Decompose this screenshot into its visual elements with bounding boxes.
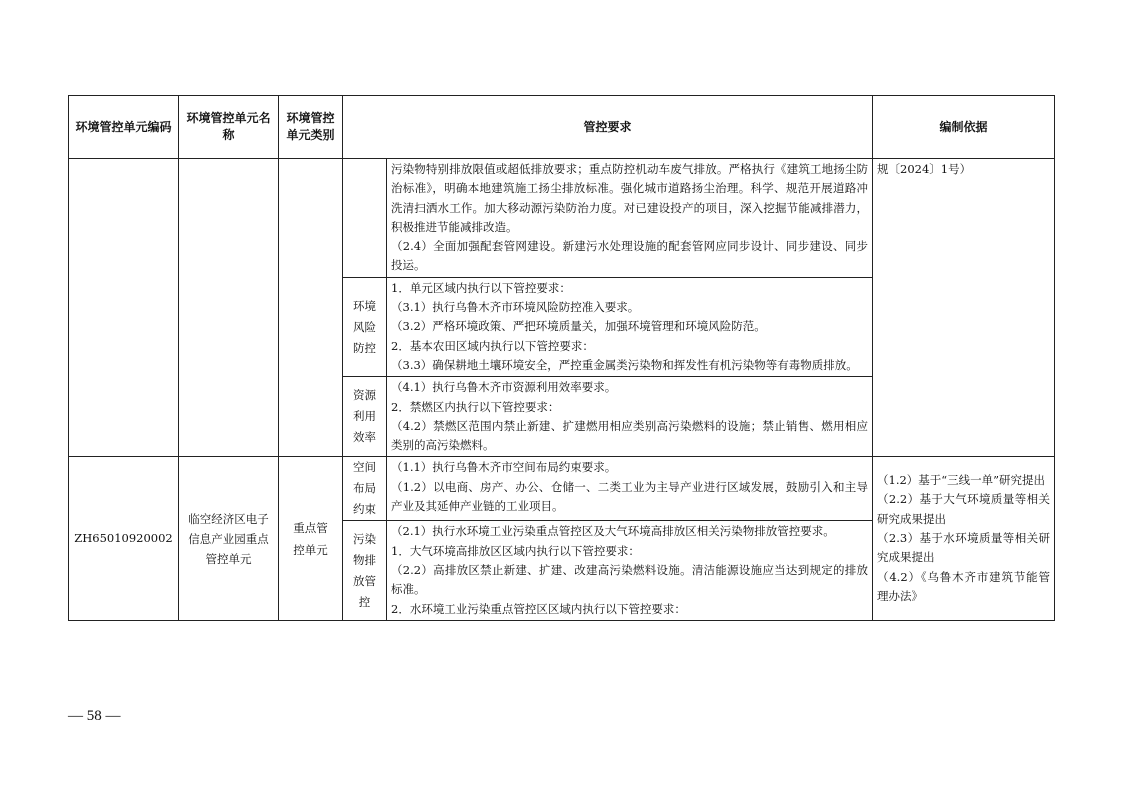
req-line: 2．水环境工业污染重点管控区区域内执行以下管控要求： xyxy=(391,601,686,616)
req-line: （2.4）全面加强配套管网建设。新建污水处理设施的配套管网应同步设计、同步建设、同步投运。 xyxy=(391,239,869,273)
req-line: （4.1）执行乌鲁木齐市资源利用效率要求。 xyxy=(391,380,617,395)
cont-requirements-2 xyxy=(387,377,873,457)
table-row xyxy=(69,159,1055,278)
cont-requirements-1 xyxy=(387,277,873,376)
cont-requirements-0 xyxy=(387,159,873,278)
table-row xyxy=(69,457,1055,521)
unit-category-1: 污染物排放管控 xyxy=(343,521,387,620)
cont-category-2: 资源利用效率 xyxy=(343,377,387,457)
req-line: （3.3）确保耕地土壤环境安全，严控重金属类污染物和挥发性有机污染物等有毒物质排放。 xyxy=(391,357,858,372)
unit-name-cell: 临空经济区电子信息产业园重点管控单元 xyxy=(179,457,279,620)
req-line: （2.1）执行水环境工业污染重点管控区及大气环境高排放区相关污染物排放管控要求。 xyxy=(391,524,835,539)
unit-requirements-1 xyxy=(387,521,873,620)
req-line: （1.1）执行乌鲁木齐市空间布局约束要求。 xyxy=(391,460,617,475)
header-type: 环境管控单元类别 xyxy=(279,96,343,159)
req-line: （3.2）严格环境政策、严把环境质量关，加强环境管理和环境风险防范。 xyxy=(391,319,766,334)
basis-line: （1.2）基于“三线一单”研究提出 xyxy=(877,473,1046,488)
req-line: （1.2）以电商、房产、办公、仓储一、二类工业为主导产业进行区域发展，鼓励引入和主导产业及其延伸产业链的工业项目。 xyxy=(391,479,869,514)
unit-category-0: 空间布局约束 xyxy=(343,457,387,521)
unit-code-cell: ZH65010920002 xyxy=(69,457,179,620)
cont-code-cell xyxy=(69,159,179,457)
cont-name-cell xyxy=(179,159,279,457)
basis-line: （2.3）基于水环境质量等相关研究成果提出 xyxy=(877,531,1051,565)
control-unit-table xyxy=(68,95,1055,621)
unit-basis-cell xyxy=(873,457,1055,620)
table-header-row xyxy=(69,96,1055,159)
basis-line: （4.2）《乌鲁木齐市建筑节能管理办法》 xyxy=(877,569,1051,603)
unit-type-cell: 重点管控单元 xyxy=(279,457,343,620)
unit-requirements-0 xyxy=(387,457,873,521)
req-line: 2．基本农田区域内执行以下管控要求： xyxy=(391,338,594,353)
header-basis: 编制依据 xyxy=(873,96,1055,159)
cont-category-0 xyxy=(343,159,387,278)
cont-basis-cell: 规〔2024〕1号） xyxy=(873,159,1055,457)
req-line: 1．大气环境高排放区区域内执行以下管控要求： xyxy=(391,543,640,558)
page-number: — 58 — xyxy=(68,708,121,724)
cont-category-1: 环境风险防控 xyxy=(343,277,387,376)
header-requirements: 管控要求 xyxy=(343,96,873,159)
cont-type-cell xyxy=(279,159,343,457)
req-line: （3.1）执行乌鲁木齐市环境风险防控准入要求。 xyxy=(391,300,640,315)
req-line: 污染物特别排放限值或超低排放要求；重点防控机动车废气排放。严格执行《建筑工地扬尘防治标准》，明确本地建筑施工扬尘排放标准。强化城市道路扬尘治理。科学、规范开展道路冲洗清扫洒水工作。加大移动源污染防治力度。对已建设投产的项目，深入挖掘节能减排潜力，积极推进节能减排改造。 xyxy=(391,162,869,234)
req-line: （2.2）高排放区禁止新建、扩建、改建高污染燃料设施。清洁能源设施应当达到规定的排放标准。 xyxy=(391,563,869,597)
req-line: 2．禁燃区内执行以下管控要求： xyxy=(391,399,560,414)
header-code: 环境管控单元编码 xyxy=(69,96,179,159)
req-line: （4.2）禁燃区范围内禁止新建、扩建燃用相应类别高污染燃料的设施；禁止销售、燃用相应类别的高污染燃料。 xyxy=(391,418,869,453)
basis-line: （2.2）基于大气环境质量等相关研究成果提出 xyxy=(877,492,1051,526)
header-name: 环境管控单元名称 xyxy=(179,96,279,159)
req-line: 1．单元区域内执行以下管控要求： xyxy=(391,280,571,295)
